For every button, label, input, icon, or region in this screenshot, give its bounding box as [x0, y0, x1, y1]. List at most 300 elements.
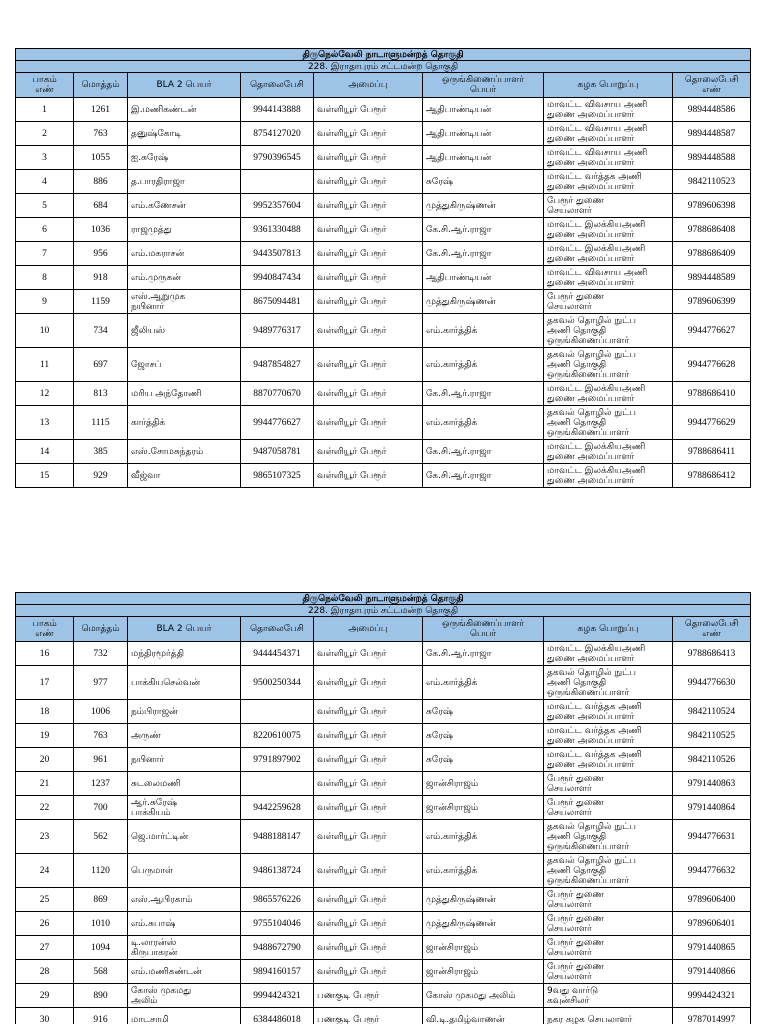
unit-cell: வள்ளியூர் பேரூர்	[314, 266, 423, 290]
total-cell: 568	[74, 960, 128, 984]
total-cell: 763	[74, 122, 128, 146]
party-role-cell: மாவட்ட விவசாய அணி துணை அமைப்பாளர்	[544, 122, 673, 146]
phone-cell: 9994424321	[241, 984, 314, 1008]
table-row	[16, 772, 751, 796]
coordinator-cell: முத்துகிருஷ்ணன்	[423, 888, 544, 912]
party-role-cell: மாவட்ட வர்த்தக அணி துணை அமைப்பாளர்	[544, 170, 673, 194]
bla2-name-cell: எம்.கணேசன்	[128, 194, 241, 218]
coordinator-cell: ஜான்சிராஜம்	[423, 772, 544, 796]
part-number-cell: 14	[16, 440, 74, 464]
unit-cell: வள்ளியூர் பேரூர்	[314, 218, 423, 242]
table-row	[16, 122, 751, 146]
unit-cell: வள்ளியூர் பேரூர்	[314, 382, 423, 406]
phone-cell: 8675094481	[241, 290, 314, 314]
bla2-name-cell: தனுஷ்கோடி	[128, 122, 241, 146]
table-row	[16, 724, 751, 748]
party-role-cell: மாவட்ட வர்த்தக அணி துணை அமைப்பாளர்	[544, 724, 673, 748]
unit-cell: வள்ளியூர் பேரூர்	[314, 912, 423, 936]
phone-cell: 9361330488	[241, 218, 314, 242]
table-row	[16, 748, 751, 772]
total-cell: 977	[74, 666, 128, 700]
part-number-cell: 6	[16, 218, 74, 242]
part-number-cell: 4	[16, 170, 74, 194]
coordinator-cell: கே.சி.ஆர்.ராஜா	[423, 440, 544, 464]
unit-cell: வள்ளியூர் பேரூர்	[314, 724, 423, 748]
role-phone-cell: 9894448587	[673, 122, 751, 146]
party-role-cell: பேரூர் துணை செயலாளர்	[544, 194, 673, 218]
column-header-part-number: பாகம் எண்	[16, 617, 74, 642]
column-header-role-phone: தொலைபேசி எண்	[673, 73, 751, 98]
column-header-total: மொத்தம்	[74, 617, 128, 642]
table-row	[16, 960, 751, 984]
column-header-unit: அமைப்பு	[314, 73, 423, 98]
column-header-bla2-name: BLA 2 பெயர்	[128, 617, 241, 642]
coordinator-cell: சுரேஷ்	[423, 170, 544, 194]
part-number-cell: 19	[16, 724, 74, 748]
unit-cell: வள்ளியூர் பேரூர்	[314, 464, 423, 488]
phone-cell: 9444454371	[241, 642, 314, 666]
table-row	[16, 820, 751, 854]
part-number-cell: 26	[16, 912, 74, 936]
phone-cell	[241, 170, 314, 194]
phone-cell: 9952357604	[241, 194, 314, 218]
phone-cell: 9790396545	[241, 146, 314, 170]
unit-cell: வள்ளியூர் பேரூர்	[314, 700, 423, 724]
phone-cell: 9488188147	[241, 820, 314, 854]
part-number-cell: 18	[16, 700, 74, 724]
table-row	[16, 984, 751, 1008]
phone-cell: 9488672790	[241, 936, 314, 960]
bla2-name-cell: ஆர்.சுரேஷ் பாக்கியம்	[128, 796, 241, 820]
column-header-total: மொத்தம்	[74, 73, 128, 98]
coordinator-cell: கோஸ் முகமது அலிம்	[423, 984, 544, 1008]
assembly-segment-title: 228. இராதாபுரம் சட்டமன்ற தொகுதி	[16, 61, 751, 73]
part-number-cell: 5	[16, 194, 74, 218]
column-header-coordinator: ஒருங்கிணைப்பாளர் பெயர்	[423, 73, 544, 98]
party-role-cell: பேரூர் துணை செயலாளர்	[544, 936, 673, 960]
total-cell: 918	[74, 266, 128, 290]
part-number-cell: 3	[16, 146, 74, 170]
party-role-cell: பேரூர் துணை செயலாளர்	[544, 912, 673, 936]
coordinator-cell: ஆதிபாண்டியன்	[423, 146, 544, 170]
coordinator-cell: ஜான்சிராஜம்	[423, 796, 544, 820]
bla2-name-cell: எம்.மகராசன்	[128, 242, 241, 266]
table-row	[16, 642, 751, 666]
coordinator-cell: சுரேஷ்	[423, 724, 544, 748]
total-cell: 763	[74, 724, 128, 748]
table-row	[16, 666, 751, 700]
part-number-cell: 15	[16, 464, 74, 488]
phone-cell: 9487058781	[241, 440, 314, 464]
part-number-cell: 2	[16, 122, 74, 146]
table-row	[16, 464, 751, 488]
coordinator-cell: ஜான்சிராஜம்	[423, 960, 544, 984]
part-number-cell: 30	[16, 1008, 74, 1024]
bla2-name-cell: மந்திரமூர்த்தி	[128, 642, 241, 666]
role-phone-cell: 9944776627	[673, 314, 751, 348]
phone-cell: 8754127020	[241, 122, 314, 146]
part-number-cell: 16	[16, 642, 74, 666]
total-cell: 684	[74, 194, 128, 218]
party-role-cell: மாவட்ட இலக்கியஅணி துணை அமைப்பாளர்	[544, 464, 673, 488]
part-number-cell: 21	[16, 772, 74, 796]
unit-cell: வள்ளியூர் பேரூர்	[314, 348, 423, 382]
party-role-cell: தகவல் தொழில் நுட்ப அணி தொகுதி ஒருங்கிணைப்பாளர்	[544, 406, 673, 440]
role-phone-cell: 9842110525	[673, 724, 751, 748]
bla2-name-cell: கோஸ் முகமது அலிம்	[128, 984, 241, 1008]
column-header-role-phone: தொலைபேசி எண்	[673, 617, 751, 642]
part-number-cell: 20	[16, 748, 74, 772]
total-cell: 562	[74, 820, 128, 854]
column-header-unit: அமைப்பு	[314, 617, 423, 642]
role-phone-cell: 9944776629	[673, 406, 751, 440]
unit-cell: வள்ளியூர் பேரூர்	[314, 194, 423, 218]
unit-cell: வள்ளியூர் பேரூர்	[314, 748, 423, 772]
column-header-bla2-name: BLA 2 பெயர்	[128, 73, 241, 98]
unit-cell: பணகுடி பேரூர்	[314, 984, 423, 1008]
subtitle-row	[16, 605, 751, 617]
coordinator-cell: கே.சி.ஆர்.ராஜா	[423, 642, 544, 666]
role-phone-cell: 9789606398	[673, 194, 751, 218]
total-cell: 385	[74, 440, 128, 464]
unit-cell: வள்ளியூர் பேரூர்	[314, 796, 423, 820]
part-number-cell: 24	[16, 854, 74, 888]
bla2-name-cell: நம்பிராஜன்	[128, 700, 241, 724]
bla2-name-cell: பெருமாள்	[128, 854, 241, 888]
part-number-cell: 9	[16, 290, 74, 314]
phone-cell: 8220610075	[241, 724, 314, 748]
total-cell: 929	[74, 464, 128, 488]
table-row	[16, 1008, 751, 1024]
table-row	[16, 348, 751, 382]
phone-cell: 9443507813	[241, 242, 314, 266]
bla2-name-cell: ஜோசப்	[128, 348, 241, 382]
bla2-name-cell: எம்.சுபாஷ்	[128, 912, 241, 936]
role-phone-cell: 9894448586	[673, 98, 751, 122]
total-cell: 956	[74, 242, 128, 266]
contact-table-section-1	[15, 48, 752, 518]
coordinator-cell: ஆதிபாண்டியன்	[423, 122, 544, 146]
unit-cell: வள்ளியூர் பேரூர்	[314, 170, 423, 194]
table-row	[16, 242, 751, 266]
phone-cell: 9486138724	[241, 854, 314, 888]
role-phone-cell: 9894448588	[673, 146, 751, 170]
coordinator-cell: முத்துகிருஷ்ணன்	[423, 194, 544, 218]
table-row	[16, 314, 751, 348]
party-role-cell: பேரூர் துணை செயலாளர்	[544, 290, 673, 314]
phone-cell: 9944143888	[241, 98, 314, 122]
unit-cell: பணகுடி பேரூர்	[314, 1008, 423, 1024]
bla2-name-cell: இ.மணிகண்டன்	[128, 98, 241, 122]
column-header-row	[16, 617, 751, 642]
party-role-cell: மாவட்ட வர்த்தக அணி துணை அமைப்பாளர்	[544, 748, 673, 772]
unit-cell: வள்ளியூர் பேரூர்	[314, 960, 423, 984]
total-cell: 1120	[74, 854, 128, 888]
party-role-cell: பேரூர் துணை செயலாளர்	[544, 960, 673, 984]
coordinator-cell: ஆதிபாண்டியன்	[423, 266, 544, 290]
unit-cell: வள்ளியூர் பேரூர்	[314, 666, 423, 700]
role-phone-cell: 9789606399	[673, 290, 751, 314]
bla2-name-cell: எம்.மணிகண்டன்	[128, 960, 241, 984]
phone-cell: 9865576226	[241, 888, 314, 912]
table-row	[16, 194, 751, 218]
column-header-part-number: பாகம் எண்	[16, 73, 74, 98]
role-phone-cell: 9894448589	[673, 266, 751, 290]
party-role-cell: மாவட்ட வர்த்தக அணி துணை அமைப்பாளர்	[544, 700, 673, 724]
coordinator-cell: முத்துகிருஷ்ணன்	[423, 912, 544, 936]
total-cell: 732	[74, 642, 128, 666]
role-phone-cell: 9788686412	[673, 464, 751, 488]
party-role-cell: மாவட்ட இலக்கியஅணி துணை அமைப்பாளர்	[544, 382, 673, 406]
bla2-name-cell: ராஜமுத்து	[128, 218, 241, 242]
coordinator-cell: சுரேஷ்	[423, 748, 544, 772]
phone-cell: 6384486018	[241, 1008, 314, 1024]
column-header-party-role: கழக பொறுப்பு	[544, 617, 673, 642]
party-role-cell: மாவட்ட விவசாய அணி துணை அமைப்பாளர்	[544, 146, 673, 170]
party-role-cell: தகவல் தொழில் நுட்ப அணி தொகுதி ஒருங்கிணைப்பாளர்	[544, 666, 673, 700]
table-row	[16, 98, 751, 122]
bla2-name-cell: ஜீலியஸ்	[128, 314, 241, 348]
total-cell: 916	[74, 1008, 128, 1024]
total-cell: 1094	[74, 936, 128, 960]
column-header-phone: தொலைபேசி	[241, 73, 314, 98]
total-cell: 890	[74, 984, 128, 1008]
role-phone-cell: 9789606400	[673, 888, 751, 912]
role-phone-cell: 9994424321	[673, 984, 751, 1008]
table-row	[16, 700, 751, 724]
phone-cell: 9791897902	[241, 748, 314, 772]
bla2-name-cell: த.பாரதிராஜா	[128, 170, 241, 194]
part-number-cell: 11	[16, 348, 74, 382]
coordinator-cell: வி.டி.தமிழ்வாணன்	[423, 1008, 544, 1024]
table-row	[16, 406, 751, 440]
phone-cell: 9894160157	[241, 960, 314, 984]
part-number-cell: 7	[16, 242, 74, 266]
phone-cell: 8870770670	[241, 382, 314, 406]
bla2-name-cell: பாக்கியசெல்வன்	[128, 666, 241, 700]
party-role-cell: மாவட்ட இலக்கியஅணி துணை அமைப்பாளர்	[544, 642, 673, 666]
unit-cell: வள்ளியூர் பேரூர்	[314, 772, 423, 796]
part-number-cell: 13	[16, 406, 74, 440]
party-role-cell: 9வது வார்டு கவுன்சிலர்	[544, 984, 673, 1008]
unit-cell: வள்ளியூர் பேரூர்	[314, 820, 423, 854]
role-phone-cell: 9788686410	[673, 382, 751, 406]
title-row	[16, 49, 751, 61]
table-row	[16, 854, 751, 888]
bla2-name-cell: நயினார்	[128, 748, 241, 772]
unit-cell: வள்ளியூர் பேரூர்	[314, 242, 423, 266]
total-cell: 813	[74, 382, 128, 406]
party-role-cell: மாவட்ட விவசாய அணி துணை அமைப்பாளர்	[544, 266, 673, 290]
bla2-name-cell: கார்த்திக்	[128, 406, 241, 440]
bla2-name-cell: மாடசாமி	[128, 1008, 241, 1024]
coordinator-cell: முத்துகிருஷ்ணன்	[423, 290, 544, 314]
table-row	[16, 888, 751, 912]
coordinator-cell: எம்.கார்த்திக்	[423, 406, 544, 440]
party-role-cell: மாவட்ட விவசாய அணி துணை அமைப்பாளர்	[544, 98, 673, 122]
assembly-segment-title: 228. இராதாபுரம் சட்டமன்ற தொகுதி	[16, 605, 751, 617]
coordinator-cell: கே.சி.ஆர்.ராஜா	[423, 382, 544, 406]
part-number-cell: 22	[16, 796, 74, 820]
unit-cell: வள்ளியூர் பேரூர்	[314, 642, 423, 666]
role-phone-cell: 9791440864	[673, 796, 751, 820]
constituency-title: திருநெல்வேலி நாடாளுமன்றத் தொகுதி	[16, 49, 751, 61]
coordinator-cell: ஆதிபாண்டியன்	[423, 98, 544, 122]
party-role-cell: மாவட்ட இலக்கியஅணி துணை அமைப்பாளர்	[544, 242, 673, 266]
phone-cell: 9487854827	[241, 348, 314, 382]
bla2-name-cell: எஸ்.ஆறுமுக நயினார்	[128, 290, 241, 314]
column-header-phone: தொலைபேசி	[241, 617, 314, 642]
role-phone-cell: 9944776630	[673, 666, 751, 700]
unit-cell: வள்ளியூர் பேரூர்	[314, 854, 423, 888]
contact-table	[15, 48, 751, 488]
bla2-name-cell: ஐ.சுரேஷ்	[128, 146, 241, 170]
phone-cell: 9489776317	[241, 314, 314, 348]
phone-cell	[241, 772, 314, 796]
part-number-cell: 28	[16, 960, 74, 984]
table-row	[16, 266, 751, 290]
coordinator-cell: கே.சி.ஆர்.ராஜா	[423, 242, 544, 266]
role-phone-cell: 9788686413	[673, 642, 751, 666]
party-role-cell: மாவட்ட இலக்கியஅணி துணை அமைப்பாளர்	[544, 440, 673, 464]
role-phone-cell: 9789606401	[673, 912, 751, 936]
bla2-name-cell: அருண்	[128, 724, 241, 748]
party-role-cell: மாவட்ட இலக்கியஅணி துணை அமைப்பாளர்	[544, 218, 673, 242]
bla2-name-cell: மரிய அந்தோணி	[128, 382, 241, 406]
role-phone-cell: 9944776631	[673, 820, 751, 854]
total-cell: 1237	[74, 772, 128, 796]
part-number-cell: 25	[16, 888, 74, 912]
part-number-cell: 10	[16, 314, 74, 348]
party-role-cell: தகவல் தொழில் நுட்ப அணி தொகுதி ஒருங்கிணைப்பாளர்	[544, 854, 673, 888]
part-number-cell: 29	[16, 984, 74, 1008]
coordinator-cell: ஜான்சிராஜம்	[423, 936, 544, 960]
party-role-cell: பேரூர் துணை செயலாளர்	[544, 796, 673, 820]
role-phone-cell: 9944776628	[673, 348, 751, 382]
coordinator-cell: எம்.கார்த்திக்	[423, 314, 544, 348]
table-row	[16, 170, 751, 194]
phone-cell: 9442259628	[241, 796, 314, 820]
column-header-party-role: கழக பொறுப்பு	[544, 73, 673, 98]
total-cell: 697	[74, 348, 128, 382]
role-phone-cell: 9788686408	[673, 218, 751, 242]
table-row	[16, 796, 751, 820]
total-cell: 1006	[74, 700, 128, 724]
coordinator-cell: கே.சி.ஆர்.ராஜா	[423, 464, 544, 488]
phone-cell: 9755104046	[241, 912, 314, 936]
party-role-cell: தகவல் தொழில் நுட்ப அணி தொகுதி ஒருங்கிணைப்பாளர்	[544, 314, 673, 348]
unit-cell: வள்ளியூர் பேரூர்	[314, 440, 423, 464]
role-phone-cell: 9944776632	[673, 854, 751, 888]
party-role-cell: பேரூர் துணை செயலாளர்	[544, 888, 673, 912]
unit-cell: வள்ளியூர் பேரூர்	[314, 888, 423, 912]
bla2-name-cell: எஸ்.சோமசுந்தரம்	[128, 440, 241, 464]
unit-cell: வள்ளியூர் பேரூர்	[314, 122, 423, 146]
party-role-cell: தகவல் தொழில் நுட்ப அணி தொகுதி ஒருங்கிணைப்பாளர்	[544, 820, 673, 854]
coordinator-cell: சுரேஷ்	[423, 700, 544, 724]
role-phone-cell: 9787014997	[673, 1008, 751, 1024]
phone-cell: 9865107325	[241, 464, 314, 488]
role-phone-cell: 9791440863	[673, 772, 751, 796]
party-role-cell: நகர கழக செயலாளர்	[544, 1008, 673, 1024]
table-row	[16, 382, 751, 406]
bla2-name-cell: எஸ்.ஆபிரகாம்	[128, 888, 241, 912]
total-cell: 869	[74, 888, 128, 912]
total-cell: 886	[74, 170, 128, 194]
part-number-cell: 23	[16, 820, 74, 854]
table-row	[16, 290, 751, 314]
bla2-name-cell: எம்.முருகன்	[128, 266, 241, 290]
contact-table-section-2	[15, 592, 752, 1024]
party-role-cell: பேரூர் துணை செயலாளர்	[544, 772, 673, 796]
coordinator-cell: எம்.கார்த்திக்	[423, 666, 544, 700]
table-row	[16, 218, 751, 242]
role-phone-cell: 9788686409	[673, 242, 751, 266]
role-phone-cell: 9791440866	[673, 960, 751, 984]
role-phone-cell: 9788686411	[673, 440, 751, 464]
total-cell: 700	[74, 796, 128, 820]
bla2-name-cell: சுடலைமணி	[128, 772, 241, 796]
title-row	[16, 593, 751, 605]
table-row	[16, 912, 751, 936]
constituency-title: திருநெல்வேலி நாடாளுமன்றத் தொகுதி	[16, 593, 751, 605]
phone-cell: 9940847434	[241, 266, 314, 290]
subtitle-row	[16, 61, 751, 73]
part-number-cell: 17	[16, 666, 74, 700]
bla2-name-cell: வீஜ்வா	[128, 464, 241, 488]
role-phone-cell: 9842110524	[673, 700, 751, 724]
total-cell: 1010	[74, 912, 128, 936]
phone-cell: 9500250344	[241, 666, 314, 700]
total-cell: 1159	[74, 290, 128, 314]
unit-cell: வள்ளியூர் பேரூர்	[314, 290, 423, 314]
total-cell: 734	[74, 314, 128, 348]
unit-cell: வள்ளியூர் பேரூர்	[314, 936, 423, 960]
unit-cell: வள்ளியூர் பேரூர்	[314, 98, 423, 122]
phone-cell	[241, 700, 314, 724]
party-role-cell: தகவல் தொழில் நுட்ப அணி தொகுதி ஒருங்கிணைப்பாளர்	[544, 348, 673, 382]
total-cell: 961	[74, 748, 128, 772]
bla2-name-cell: ஜெ.மார்ட்டின்	[128, 820, 241, 854]
part-number-cell: 27	[16, 936, 74, 960]
role-phone-cell: 9842110523	[673, 170, 751, 194]
total-cell: 1055	[74, 146, 128, 170]
phone-cell: 9944776627	[241, 406, 314, 440]
coordinator-cell: எம்.கார்த்திக்	[423, 854, 544, 888]
coordinator-cell: எம்.கார்த்திக்	[423, 348, 544, 382]
table-row	[16, 146, 751, 170]
part-number-cell: 1	[16, 98, 74, 122]
unit-cell: வள்ளியூர் பேரூர்	[314, 146, 423, 170]
contact-table	[15, 592, 751, 1024]
coordinator-cell: கே.சி.ஆர்.ராஜா	[423, 218, 544, 242]
bla2-name-cell: டி.லாரன்ஸ் கிருபாகரன்	[128, 936, 241, 960]
total-cell: 1261	[74, 98, 128, 122]
coordinator-cell: எம்.கார்த்திக்	[423, 820, 544, 854]
unit-cell: வள்ளியூர் பேரூர்	[314, 314, 423, 348]
part-number-cell: 12	[16, 382, 74, 406]
unit-cell: வள்ளியூர் பேரூர்	[314, 406, 423, 440]
total-cell: 1036	[74, 218, 128, 242]
table-row	[16, 936, 751, 960]
column-header-row	[16, 73, 751, 98]
table-row	[16, 440, 751, 464]
column-header-coordinator: ஒருங்கிணைப்பாளர் பெயர்	[423, 617, 544, 642]
part-number-cell: 8	[16, 266, 74, 290]
role-phone-cell: 9842110526	[673, 748, 751, 772]
total-cell: 1115	[74, 406, 128, 440]
role-phone-cell: 9791440865	[673, 936, 751, 960]
